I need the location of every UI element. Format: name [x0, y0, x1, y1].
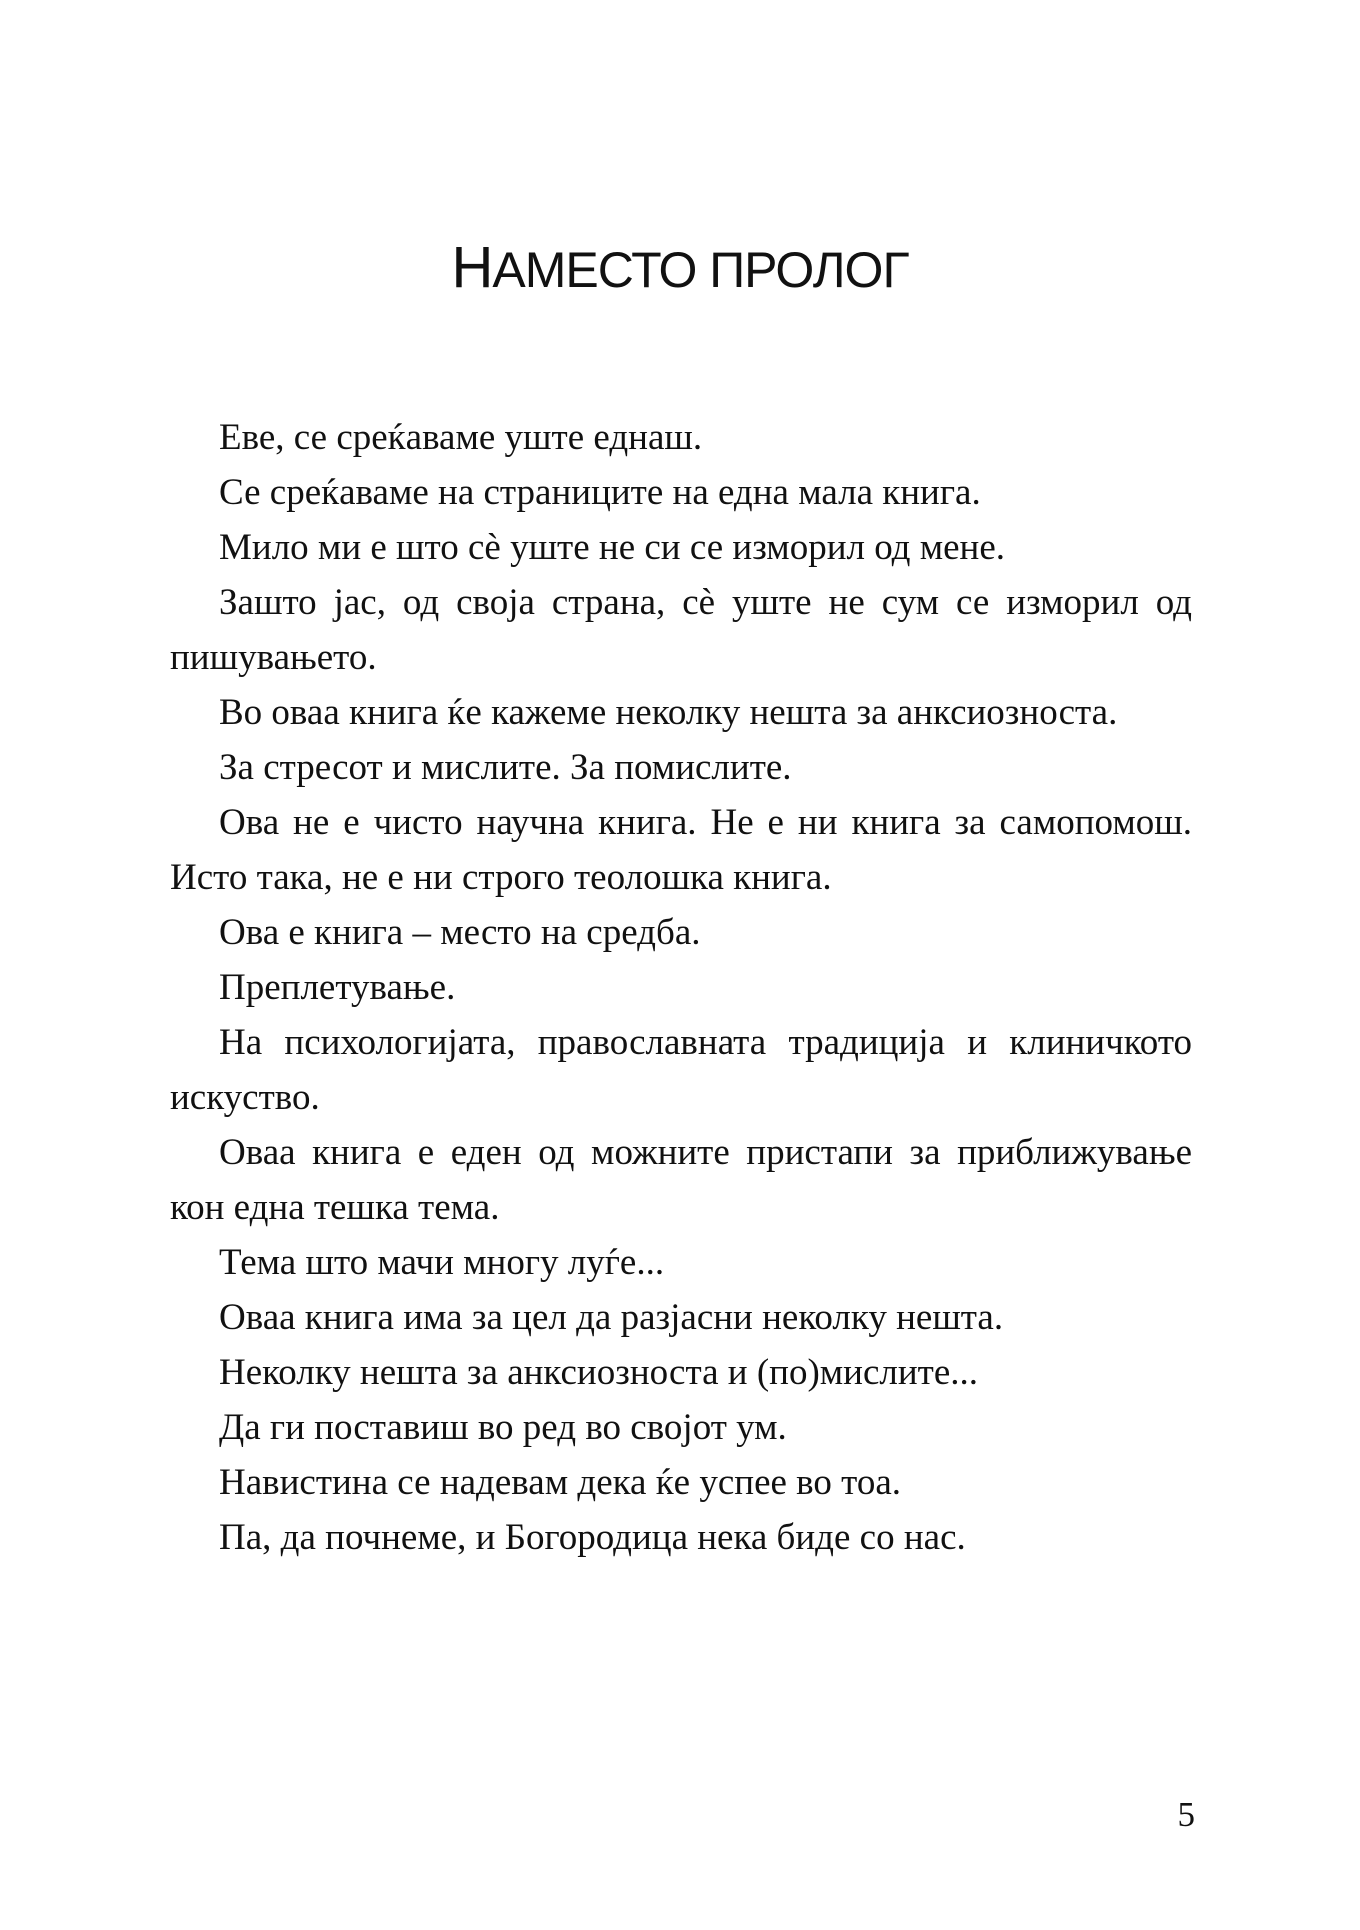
chapter-title-initial: Н [451, 235, 493, 300]
chapter-title-rest: АМЕСТО ПРОЛОГ [492, 242, 909, 298]
paragraph: Навистина се надевам дека ќе успее во тоа. [219, 1462, 901, 1503]
body-text [170, 410, 1192, 1565]
paragraph: Се среќаваме на страниците на една мала книга. [219, 472, 981, 513]
paragraph: Зашто јас, од своја страна, сè уште не сум се изморил од пишувањето. [170, 582, 1192, 678]
paragraph: Оваа книга има за цел да разјасни неколку нешта. [219, 1297, 1004, 1338]
paragraph: Еве, се среќаваме уште еднаш. [219, 417, 703, 458]
paragraph: Преплетување. [219, 967, 456, 1008]
paragraph: Неколку нешта за анксиозноста и (по)мислите... [219, 1352, 979, 1393]
paragraph: Па, да почнеме, и Богородица нека биде со нас. [219, 1517, 966, 1558]
paragraph: Оваа книга е еден од можните пристапи за приближување кон една тешка тема. [170, 1132, 1192, 1228]
paragraph: На психологијата, православната традиција и клиничкото искуство. [170, 1022, 1192, 1118]
paragraph: Во оваа книга ќе кажеме неколку нешта за анксиозноста. [219, 692, 1118, 733]
page-number: 5 [1177, 1795, 1195, 1834]
paragraph: Мило ми е што сè уште не си се изморил од мене. [219, 527, 1006, 568]
paragraph: Ова е книга – место на средба. [219, 912, 701, 953]
paragraph: Тема што мачи многу луѓе... [219, 1242, 665, 1283]
chapter-title [0, 235, 1360, 300]
paragraph: За стресот и мислите. За помислите. [219, 747, 792, 788]
paragraph: Ова не е чисто научна книга. Не е ни книга за самопомош. Исто така, не е ни строго теолошка книга. [170, 802, 1192, 898]
paragraph: Да ги поставиш во ред во својот ум. [219, 1407, 787, 1448]
